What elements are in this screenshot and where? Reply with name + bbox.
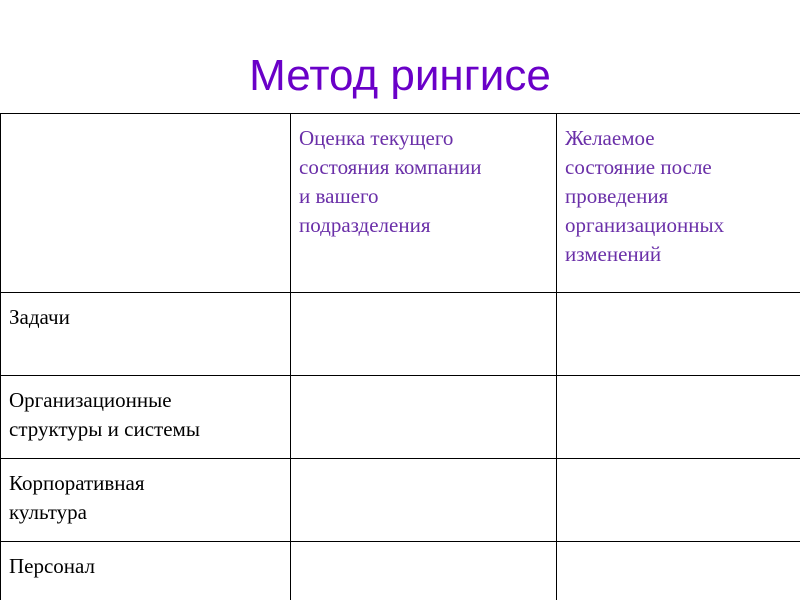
- table-cell-desired[interactable]: [557, 542, 800, 600]
- table-cell-current[interactable]: [291, 542, 557, 600]
- ringi-table: [0, 113, 800, 600]
- table-cell-desired[interactable]: [557, 459, 800, 542]
- table-row: [1, 376, 800, 459]
- header-desired-state-text: Желаемое состояние после проведения организационных изменений: [565, 126, 725, 266]
- header-cell-blank[interactable]: [1, 114, 291, 293]
- ringi-table-wrapper: [0, 113, 800, 600]
- row-label-text: Персонал: [9, 554, 96, 578]
- table-cell-current[interactable]: [291, 293, 557, 376]
- row-label-cell[interactable]: [1, 459, 291, 542]
- header-cell-desired-state[interactable]: [557, 114, 800, 293]
- row-label-text: Задачи: [9, 305, 70, 329]
- row-label-cell[interactable]: [1, 542, 291, 600]
- table-header-row: [1, 114, 800, 293]
- table-row: [1, 459, 800, 542]
- table-row: [1, 293, 800, 376]
- table-cell-current[interactable]: [291, 376, 557, 459]
- table-cell-desired[interactable]: [557, 376, 800, 459]
- header-cell-current-state[interactable]: [291, 114, 557, 293]
- row-label-cell[interactable]: [1, 293, 291, 376]
- table-row: [1, 542, 800, 600]
- slide-title: Метод рингисе: [249, 51, 551, 100]
- table-cell-desired[interactable]: [557, 293, 800, 376]
- row-label-cell[interactable]: [1, 376, 291, 459]
- table-cell-current[interactable]: [291, 459, 557, 542]
- header-current-state-text: Оценка текущего состояния компании и вашего подразделения: [299, 126, 482, 237]
- row-label-text: Корпоративная культура: [9, 471, 145, 524]
- row-label-text: Организационные структуры и системы: [9, 388, 200, 441]
